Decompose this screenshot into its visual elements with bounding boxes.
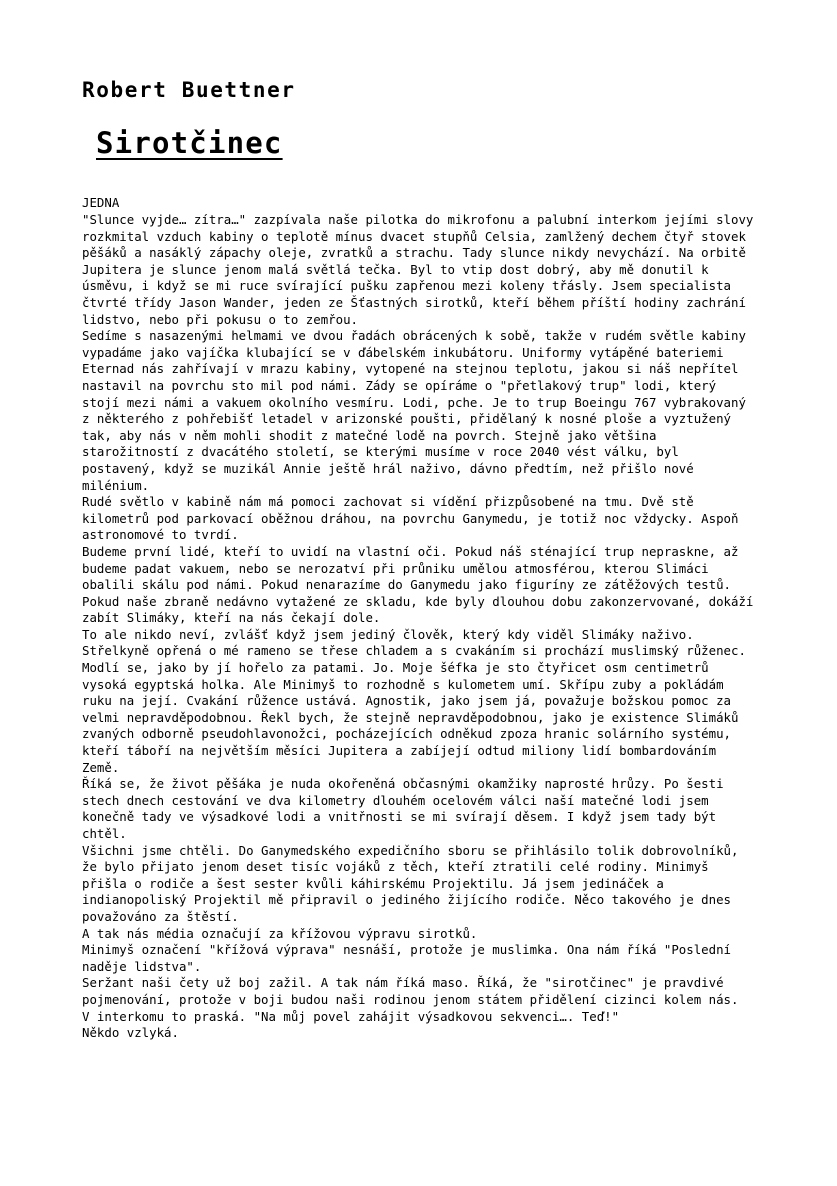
book-title: Sirotčinec xyxy=(96,126,283,161)
paragraph: Rudé světlo v kabině nám má pomoci zachovat si vídění přizpůsobené na tmu. Dvě stě kilometrů pod parkovací oběžnou dráhou, na povrchu Ganymedu, je totiž noc vždycky. Aspoň astronomové to tvrdí. xyxy=(82,494,739,543)
paragraph: A tak nás média označují za křížovou výpravu sirotků. xyxy=(82,925,478,941)
chapter-label: JEDNA xyxy=(82,195,120,211)
paragraph: Střelkyně opřená o mé rameno se třese chladem a s cvakáním si prochází muslimský růženec. Modlí se, jako by jí hořelo za patami. Jo. Moje šéfka je sto čtyřicet osm centimetrů vysoká egyptská holka. Ale Minimyš to rozhodně s kulometem umí. Skřípu zuby a pokládám ruku na její. Cvakání růžence ustává. Agnostik, jako jsem já, považuje božskou pomoc za velmi nepravděpodobnou. Řekl bych, že stejně nepravděpodobnou, jako je existence Slimáků zvaných odborně pseudohlavonožci, pocházejících odněkud zpoza hranic solárního systému, kteří táboří na největším měsíci Jupitera a zabíjejí odtud miliony lidí bombardováním Země. xyxy=(82,643,746,775)
body-text xyxy=(82,212,755,1042)
author-name: Robert Buettner xyxy=(82,78,296,102)
paragraph: Budeme první lidé, kteří to uvidí na vlastní oči. Pokud náš sténající trup nepraskne, až budeme padat vakuem, nebo se nerozatví při průniku umělou atmosférou, kterou Slimáci obalili skálu pod námi. Pokud nenarazíme do Ganymedu jako figuríny ze zátěžových testů. Pokud naše zbraně nedávno vytažené ze skladu, kde byly dlouhou dobu zakonzervované, dokáží zabít Slimáky, kteří na nás čekají dole. xyxy=(82,543,754,626)
paragraph: Sedíme s nasazenými helmami ve dvou řadách obrácených k sobě, takže v rudém světle kabiny vypadáme jako vajíčka klubající se v ďábelském inkubátoru. Uniformy vytápěné bateriemi Eternad nás zahřívají v mrazu kabiny, vytopené na stejnou teplotu, jakou si náš nepřítel nastavil na povrchu sto mil pod námi. Zády se opíráme o "přetlakový trup" lodi, který stojí mezi námi a vakuem okolního vesmíru. Lodi, pche. Je to trup Boeingu 767 vybrakovaný z některého z pohřebišť letadel v arizonské poušti, přidělaný k nosné ploše a vyztužený tak, aby nás v něm mohli shodit z matečné lodě na povrch. Stejně jako většina starožitností z dvacátého století, se kterými musíme v roce 2040 vést válku, byl postavený, když se muzikál Annie ještě hrál naživo, dávno předtím, než přišlo nové milénium. xyxy=(82,328,746,493)
paragraph: Seržant naši čety už boj zažil. A tak nám říká maso. Říká, že "sirotčinec" je pravdivé pojmenování, protože v boji budou naši rodinou jenom státem přidělení cizinci kolem nás. xyxy=(82,975,739,1007)
paragraph: Minimyš označení "křížová výprava" nesnáší, protože je muslimka. Ona nám říká "Poslední naděje lidstva". xyxy=(82,942,732,974)
paragraph: Říká se, že život pěšáka je nuda okořeněná občasnými okamžiky naprosté hrůzy. Po šesti stech dnech cestování ve dva kilometry dlouhém ocelovém válci naší matečné lodi jsem konečně tady ve výsadkové lodi a vnitřnosti se mi svírají děsem. I když jsem tady být chtěl. xyxy=(82,776,724,841)
paragraph: "Slunce vyjde… zítra…" zazpívala naše pilotka do mikrofonu a palubní interkom jejími slovy rozkmital vzduch kabiny o teplotě mínus dvacet stupňů Celsia, zamlžený dechem čtyř stovek pěšáků a nasáklý zápachy oleje, zvratků a strachu. Tady slunce nikdy nevychází. Na orbitě Jupitera je slunce jenom malá světlá tečka. Byl to vtip dost dobrý, aby mě donutil k úsměvu, i když se mi ruce svírající pušku zapřenou mezi koleny třásly. Jsem specialista čtvrté třídy Jason Wander, jeden ze Šťastných sirotků, kteří během příští hodiny zachrání lidstvo, nebo při pokusu o to zemřou. xyxy=(82,212,754,327)
paragraph: V interkomu to praská. "Na můj povel zahájit výsadkovou sekvenci…. Teď!" xyxy=(82,1008,620,1024)
paragraph: Všichni jsme chtěli. Do Ganymedského expedičního sboru se přihlásilo tolik dobrovolníků, že bylo přijato jenom deset tisíc vojáků z těch, kteří ztratili celé rodiny. Minimyš přišla o rodiče a šest sester kvůli káhirskému Projektilu. Já jsem jedináček a indianopoliský Projektil mě připravil o jediného žijícího rodiče. Něco takového je dnes považováno za štěstí. xyxy=(82,842,739,924)
paragraph: To ale nikdo neví, zvlášť když jsem jediný člověk, který kdy viděl Slimáky naživo. xyxy=(82,626,694,642)
paragraph: Někdo vzlyká. xyxy=(82,1025,179,1041)
